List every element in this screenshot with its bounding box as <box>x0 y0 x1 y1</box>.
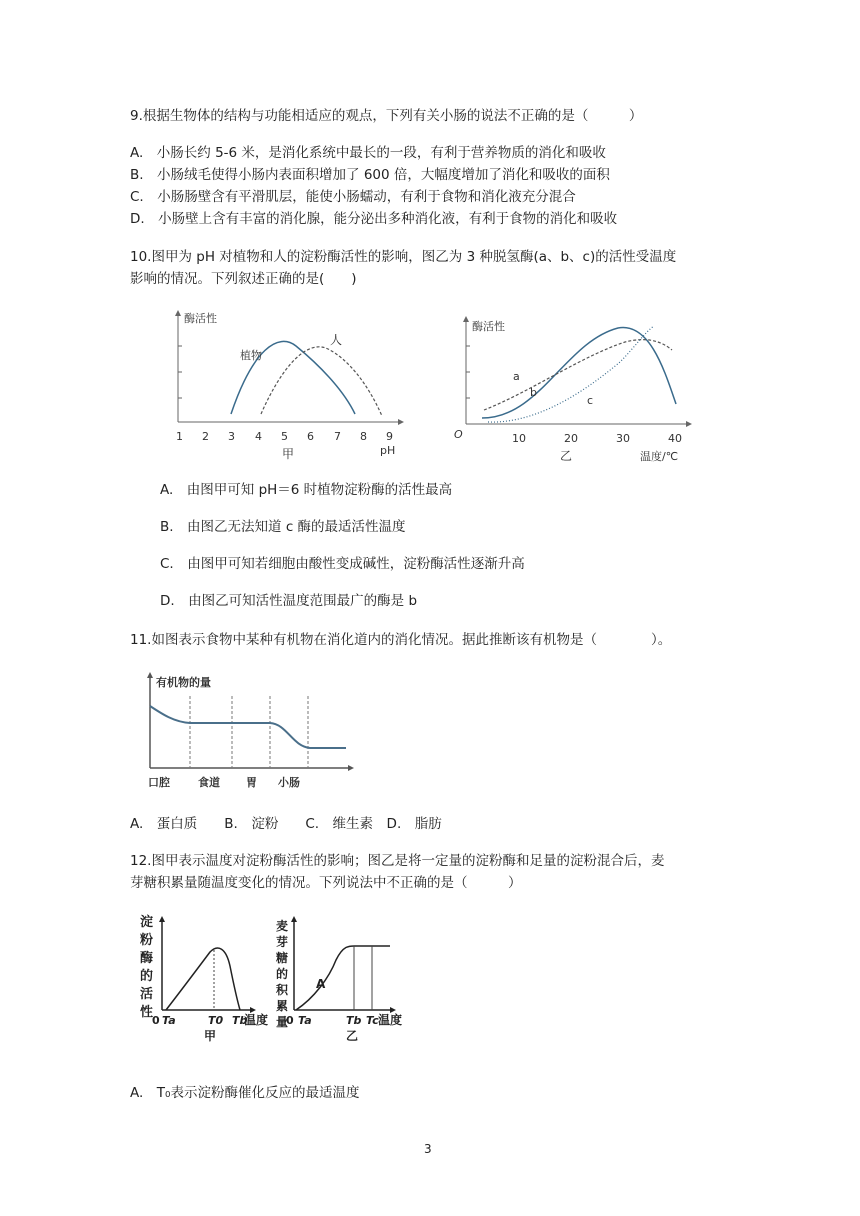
human-curve <box>261 347 382 416</box>
q11-options: A. 蛋白质 B. 淀粉 C. 维生素 D. 脂肪 <box>130 816 442 832</box>
y-label-char: 酶 <box>140 951 154 966</box>
tick-label: 3 <box>228 430 235 443</box>
figure-caption: 甲 <box>204 1029 217 1043</box>
tick-label: 40 <box>668 432 682 445</box>
q10-stem-line2: 影响的情况。下列叙述正确的是( ) <box>130 271 357 287</box>
curve-b <box>482 328 676 418</box>
tick-label: 20 <box>564 432 578 445</box>
ta-label: Ta <box>298 1014 312 1027</box>
tc-label: Tc <box>366 1014 379 1027</box>
ta-label: Ta <box>162 1014 176 1027</box>
q9-option-b: B. 小肠绒毛使得小肠内表面积增加了 600 倍，大幅度增加了消化和吸收的面积 <box>130 167 610 183</box>
q11-figure <box>142 668 362 798</box>
y-axis-label: 有机物的量 <box>156 676 211 689</box>
figure-caption: 乙 <box>346 1029 359 1043</box>
curve-b-label: b <box>530 386 537 399</box>
y-label-char: 的 <box>140 969 154 984</box>
tick-label: 2 <box>202 430 209 443</box>
y-label-char: 量 <box>276 1015 289 1029</box>
q12-stem-line1: 12.图甲表示温度对淀粉酶活性的影响；图乙是将一定量的淀粉酶和足量的淀粉混合后，麦 <box>130 853 665 869</box>
t0-label: T0 <box>208 1014 224 1027</box>
tick-label: 8 <box>360 430 367 443</box>
y-label-char: 粉 <box>140 933 154 948</box>
activity-curve <box>166 948 240 1010</box>
q9-option-c: C. 小肠肠壁含有平滑肌层，能使小肠蠕动，有利于食物和消化液充分混合 <box>130 189 576 205</box>
origin-label: 0 <box>286 1014 294 1027</box>
tick-label: 10 <box>512 432 526 445</box>
y-axis-arrow <box>159 916 165 922</box>
curve-c-label: c <box>587 394 594 407</box>
x-label-esophagus: 食道 <box>198 776 220 789</box>
q10-option-d: D. 由图乙可知活性温度范围最广的酶是 b <box>160 593 418 609</box>
q10-option-b: B. 由图乙无法知道 c 酶的最适活性温度 <box>160 519 406 535</box>
y-axis-label: 酶活性 <box>184 312 217 325</box>
q10-figure-jia <box>168 304 408 464</box>
q12-stem-line2: 芽糖积累量随温度变化的情况。下列说法中不正确的是（ ） <box>130 875 522 891</box>
plant-label: 植物 <box>240 349 262 362</box>
x-axis-arrow <box>348 765 354 771</box>
q12-figure-yi <box>274 908 414 1058</box>
q9-option-d: D. 小肠壁上含有丰富的消化腺，能分泌出多种消化液，有利于食物的消化和吸收 <box>130 211 618 227</box>
y-label-char: 芽 <box>276 935 289 949</box>
q10-option-a: A. 由图甲可知 pH＝6 时植物淀粉酶的活性最高 <box>160 482 453 498</box>
x-axis-label: pH <box>380 444 396 457</box>
y-axis-arrow <box>291 916 297 922</box>
tick-label: 9 <box>386 430 393 443</box>
y-axis-arrow <box>463 316 469 322</box>
x-axis-label: 温度/℃ <box>640 450 679 463</box>
q9-option-a: A. 小肠长约 5-6 米，是消化系统中最长的一段，有利于营养物质的消化和吸收 <box>130 145 606 161</box>
human-label: 人 <box>330 333 343 347</box>
y-label-char: 累 <box>276 999 289 1013</box>
origin-label: 0 <box>152 1014 160 1027</box>
y-label-char: 麦 <box>276 919 289 933</box>
figure-caption: 甲 <box>282 447 295 461</box>
curve-a-label: a <box>513 370 520 383</box>
x-axis-arrow <box>686 421 692 427</box>
x-label-stomach: 胃 <box>246 776 257 789</box>
organic-curve <box>150 706 346 748</box>
tb-label: Tb <box>346 1014 362 1027</box>
tick-label: 1 <box>176 430 183 443</box>
x-label-small-intestine: 小肠 <box>278 776 300 789</box>
figure-caption: 乙 <box>560 449 573 463</box>
x-axis-label: 温度 <box>378 1013 403 1027</box>
y-label-char: 糖 <box>276 951 289 965</box>
tick-label: 5 <box>281 430 288 443</box>
q12-option-a: A. T₀表示淀粉酶催化反应的最适温度 <box>130 1085 360 1101</box>
y-label-char: 活 <box>140 987 154 1002</box>
x-axis-label: 温度 <box>244 1013 269 1027</box>
x-axis-arrow <box>398 419 404 425</box>
tick-label: 6 <box>307 430 314 443</box>
q11-stem: 11.如图表示食物中某种有机物在消化道内的消化情况。据此推断该有机物是（ ）。 <box>130 632 672 648</box>
y-axis-label: 酶活性 <box>472 320 505 333</box>
y-label-char: 淀 <box>140 915 154 930</box>
page-number: 3 <box>424 1142 432 1156</box>
point-a-label: A <box>316 977 326 991</box>
q9-stem: 9.根据生物体的结构与功能相适应的观点，下列有关小肠的说法不正确的是（ ） <box>130 108 643 124</box>
tb-label: Tb <box>232 1014 248 1027</box>
y-label-char: 的 <box>276 967 289 981</box>
y-label-char: 积 <box>276 983 289 997</box>
tick-label: 30 <box>616 432 630 445</box>
y-axis-arrow <box>147 672 153 678</box>
x-label-mouth: 口腔 <box>148 776 170 789</box>
q10-option-c: C. 由图甲可知若细胞由酸性变成碱性，淀粉酶活性逐渐升高 <box>160 556 525 572</box>
origin-label: O <box>454 428 463 441</box>
y-axis-arrow <box>175 310 181 316</box>
q10-figure-yi <box>450 312 700 467</box>
maltose-curve <box>296 946 390 1010</box>
q10-stem-line1: 10.图甲为 pH 对植物和人的淀粉酶活性的影响，图乙为 3 种脱氢酶(a、b、c)的活性受温度 <box>130 249 677 265</box>
tick-label: 4 <box>255 430 262 443</box>
y-label-char: 性 <box>140 1005 154 1020</box>
q12-figure-jia <box>138 908 274 1058</box>
tick-label: 7 <box>334 430 341 443</box>
